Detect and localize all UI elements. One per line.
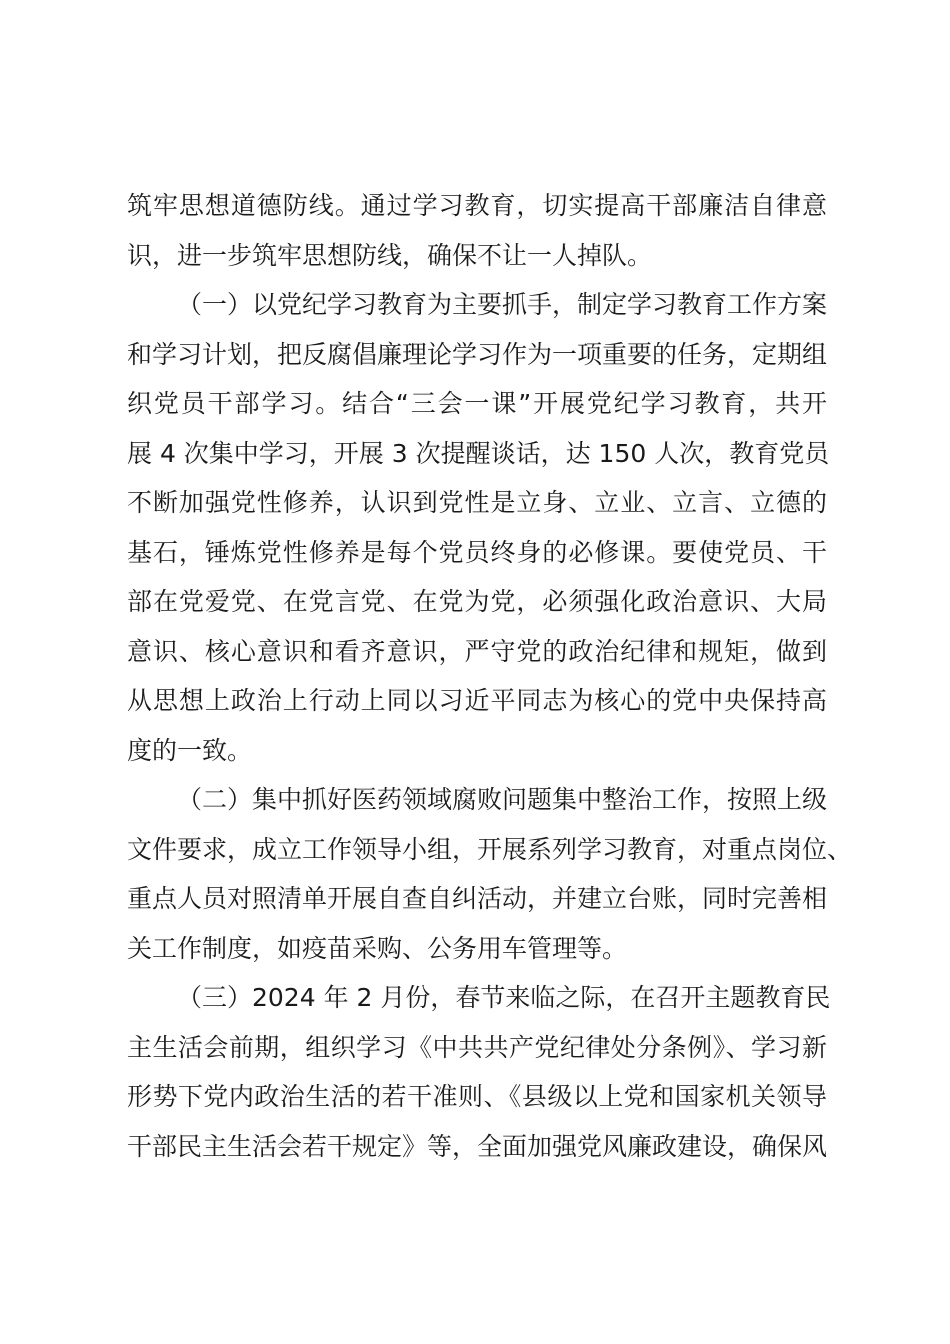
- text-line: 基石，锤炼党性修养是每个党员终身的必修课。要使党员、干: [127, 537, 827, 567]
- paragraph-section-1: [127, 280, 830, 775]
- text-line: 意识、核心意识和看齐意识，严守党的政治纪律和规矩，做到: [127, 636, 827, 666]
- text-line: 关工作制度，如疫苗采购、公务用车管理等。: [127, 933, 628, 963]
- text-line: 从思想上政治上行动上同以习近平同志为核心的党中央保持高: [127, 686, 827, 715]
- text-line: 不断加强党性修养，认识到党性是立身、立业、立言、立德的: [127, 488, 827, 517]
- text-line: 度的一致。: [127, 735, 253, 765]
- text-line: 重点人员对照清单开展自查自纠活动，并建立台账，同时完善相: [127, 884, 828, 913]
- document-body: [127, 181, 853, 1171]
- text-line: 织党员干部学习。结合“三会一课”开展党纪学习教育，共开: [127, 389, 827, 418]
- paragraph-section-2: [127, 775, 853, 973]
- text-line: 主生活会前期，组织学习《中共共产党纪律处分条例》、学习新: [127, 1032, 827, 1062]
- text-line: 和学习计划，把反腐倡廉理论学习作为一项重要的任务，定期组: [127, 339, 828, 369]
- text-line: 识，进一步筑牢思想防线，确保不让一人掉队。: [127, 240, 653, 270]
- text-line: （二）集中抓好医药领域腐败问题集中整治工作，按照上级: [177, 785, 828, 814]
- text-line: 部在党爱党、在党言党、在党为党，必须强化政治意识、大局: [127, 587, 827, 616]
- text-line: （三）2024 年 2 月份，春节来临之际，在召开主题教育民: [177, 983, 831, 1012]
- text-line: （一）以党纪学习教育为主要抓手，制定学习教育工作方案: [177, 290, 828, 319]
- text-line: 文件要求，成立工作领导小组，开展系列学习教育，对重点岗位、: [127, 834, 853, 864]
- paragraph-section-3: [127, 973, 831, 1171]
- paragraph-intro: [127, 181, 827, 280]
- text-line: 筑牢思想道德防线。通过学习教育，切实提高干部廉洁自律意: [127, 191, 827, 220]
- text-line: 展 4 次集中学习，开展 3 次提醒谈话，达 150 人次，教育党员: [127, 438, 830, 468]
- text-line: 干部民主生活会若干规定》等，全面加强党风廉政建设，确保风: [127, 1131, 828, 1161]
- text-line: 形势下党内政治生活的若干准则、《县级以上党和国家机关领导: [127, 1082, 827, 1111]
